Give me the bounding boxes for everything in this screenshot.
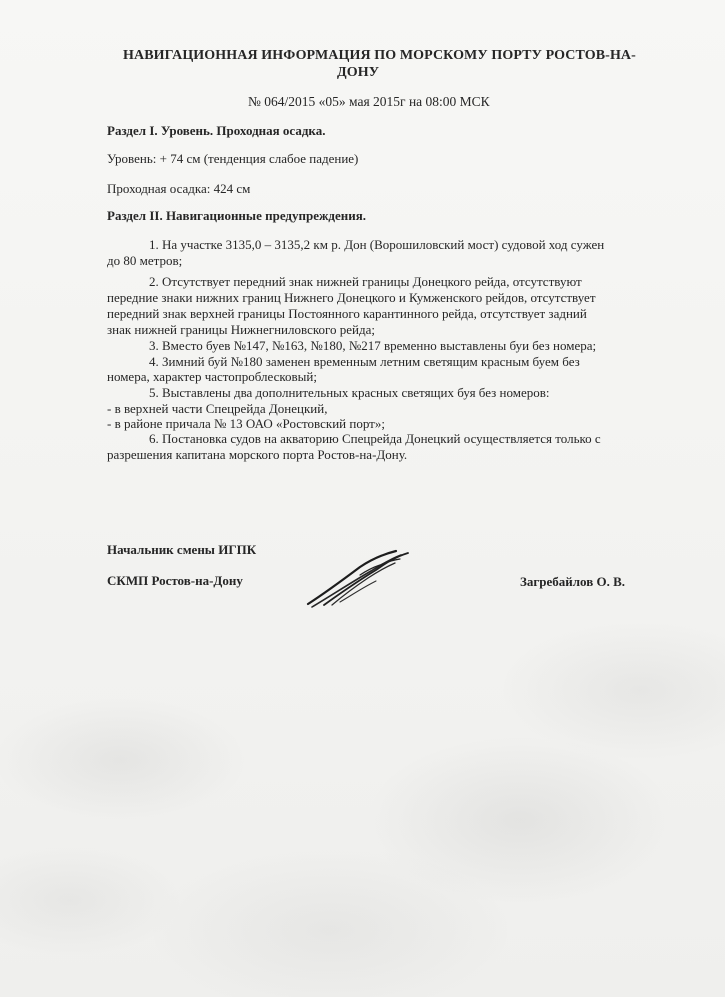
- document-title-line-1: НАВИГАЦИОННАЯ ИНФОРМАЦИЯ ПО МОРСКОМУ ПОРТУ РОСТОВ-НА-: [123, 48, 636, 63]
- draft-line: Проходная осадка: 424 см: [107, 181, 251, 196]
- warning-6-line-2: разрешения капитана морского порта Ростов-на-Дону.: [107, 447, 408, 462]
- warning-2-line-1: 2. Отсутствует передний знак нижней границы Донецкого рейда, отсутствуют: [149, 274, 582, 289]
- signature-name: Загребайлов О. В.: [520, 574, 626, 589]
- warning-4-line-2: номера, характер частопроблесковый;: [107, 369, 317, 384]
- document-number-line: № 064/2015 «05» мая 2015г на 08:00 МСК: [248, 94, 490, 109]
- warning-2-line-2: передние знаки нижних границ Нижнего Донецкого и Кумженского рейдов, отсутствует: [107, 290, 596, 305]
- warning-5-line-3: - в районе причала № 13 ОАО «Ростовский порт»;: [107, 416, 385, 431]
- level-line: Уровень: + 74 см (тенденция слабое падение): [107, 151, 359, 166]
- section-1-heading: Раздел I. Уровень. Проходная осадка.: [107, 123, 326, 138]
- warning-1-line-2: до 80 метров;: [107, 253, 183, 268]
- warning-5-line-2: - в верхней части Спецрейда Донецкий,: [107, 401, 328, 416]
- warning-2-line-4: знак нижней границы Нижнегниловского рейда;: [107, 322, 375, 337]
- document-title-line-2: ДОНУ: [337, 65, 380, 80]
- warning-2-line-3: передний знак верхней границы Постоянного карантинного рейда, отсутствует задний: [107, 306, 587, 321]
- signature-position-line-1: Начальник смены ИГПК: [107, 542, 257, 557]
- warning-3-line-1: 3. Вместо буев №147, №163, №180, №217 временно выставлены буи без номера;: [149, 338, 597, 353]
- warning-4-line-1: 4. Зимний буй №180 заменен временным летним светящим красным буем без: [149, 354, 580, 369]
- handwritten-signature: [300, 547, 420, 613]
- warning-6-line-1: 6. Постановка судов на акваторию Спецрейда Донецкий осуществляется только с: [149, 431, 601, 446]
- signature-position-line-2: СКМП Ростов-на-Дону: [107, 573, 243, 588]
- warning-5-line-1: 5. Выставлены два дополнительных красных светящих буя без номеров:: [149, 385, 550, 400]
- section-2-heading: Раздел II. Навигационные предупреждения.: [107, 208, 367, 223]
- warning-1-line-1: 1. На участке 3135,0 – 3135,2 км р. Дон (Ворошиловский мост) судовой ход сужен: [149, 237, 605, 252]
